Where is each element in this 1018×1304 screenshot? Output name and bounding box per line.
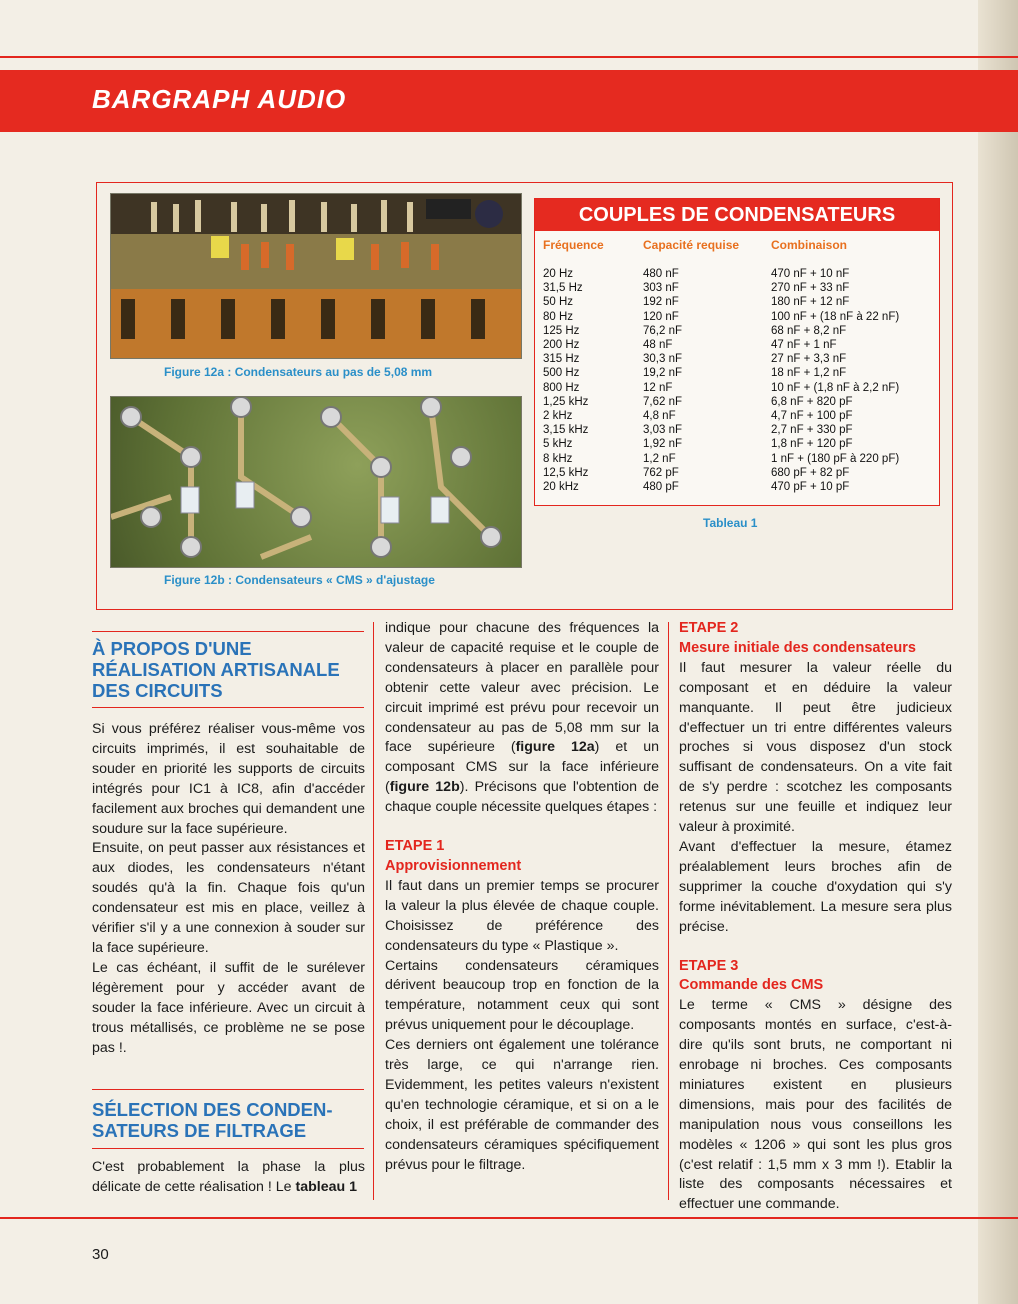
table-cell: 500 Hz: [543, 367, 580, 380]
table-cell: 47 nF + 1 nF: [771, 339, 837, 352]
table-cell: 1 nF + (180 pF à 220 pF): [771, 452, 900, 465]
table-caption: Tableau 1: [703, 516, 758, 530]
table-column-frequency: [543, 267, 588, 494]
table-cell: 2,7 nF + 330 pF: [771, 424, 853, 437]
paragraph: Avant d'effectuer la mesure, étamez préalablement leurs broches afin de supprimer la couche d'oxydation qui s'y forme inévitablement. La mesure sera plus précise.: [679, 838, 952, 935]
table-cell: 30,3 nF: [643, 353, 682, 366]
table-cell: 6,8 nF + 820 pF: [771, 395, 853, 408]
table-cell: 1,2 nF: [643, 452, 676, 465]
table-cell: 200 Hz: [543, 339, 580, 352]
table-cell: 19,2 nF: [643, 367, 682, 380]
paragraph: Si vous préférez réaliser vous-même vos circuits imprimés, il est souhaitable de souder en priorité les supports de circuits intégrés pour IC1 à IC8, afin d'accéder facilement aux broches qui demandent une soudure sur la face supérieure.: [92, 721, 365, 837]
column2-body: [385, 619, 659, 1175]
page-edge: [978, 0, 1018, 1304]
table-cell: 8 kHz: [543, 452, 573, 465]
table-cell: 125 Hz: [543, 324, 580, 337]
bottom-rule: [0, 1217, 1018, 1219]
page-number: 30: [92, 1246, 109, 1263]
step2-title: Mesure initiale des condensateurs: [679, 639, 916, 656]
section2-top-rule: [92, 1089, 364, 1090]
section1-title-line: À PROPOS D'UNE: [92, 638, 252, 659]
section1-top-rule: [92, 631, 364, 632]
section1-title-line: DES CIRCUITS: [92, 680, 223, 701]
bold-reference: figure 12a: [515, 739, 595, 756]
text: ) et un composant CMS sur la face inférieure (: [385, 739, 659, 796]
table-cell: 180 nF + 12 nF: [771, 296, 850, 309]
section2-bottom-rule: [92, 1148, 364, 1149]
table-cell: 80 Hz: [543, 310, 574, 323]
table-cell: 100 nF + (18 nF à 22 nF): [771, 310, 900, 323]
table-cell: 5 kHz: [543, 438, 573, 451]
table-cell: 470 pF + 10 pF: [771, 481, 850, 494]
table-cell: 50 Hz: [543, 296, 574, 309]
figure-12a-caption: Figure 12a : Condensateurs au pas de 5,08 mm: [164, 365, 433, 379]
paragraph: [385, 619, 659, 818]
section2-title-line: SÉLECTION DES CONDEN-: [92, 1099, 333, 1120]
table-cell: 1,8 nF + 120 pF: [771, 438, 853, 451]
step1-number: ETAPE 1: [385, 838, 445, 855]
table-column-capacity: [643, 267, 682, 494]
section2-title-line: SATEURS DE FILTRAGE: [92, 1120, 307, 1141]
table-header-frequency: Fréquence: [543, 238, 604, 252]
table-cell: 480 nF: [643, 268, 679, 280]
table-cell: 2 kHz: [543, 410, 573, 423]
table-cell: 270 nF + 33 nF: [771, 282, 850, 295]
table-cell: 480 pF: [643, 481, 679, 494]
table-cell: 680 pF + 82 pF: [771, 466, 850, 479]
section1-body: [92, 720, 365, 1058]
table-cell: 27 nF + 3,3 nF: [771, 353, 847, 366]
paragraph: Ces derniers ont également une tolérance très large, ce qui n'arrange rien. Evidemment, les petites valeurs n'existent qu'en technologie céramique, et si on a le choix, il est préférable de commander des condensateurs céramiques spécifiquement prévus pour le filtrage.: [385, 1037, 659, 1173]
step3-number: ETAPE 3: [679, 957, 739, 974]
table-cell: 20 Hz: [543, 268, 574, 280]
bold-reference: figure 12b: [389, 779, 460, 796]
table-cell: 3,15 kHz: [543, 424, 589, 437]
table-cell: 18 nF + 1,2 nF: [771, 367, 847, 380]
section1-bottom-rule: [92, 707, 364, 708]
table-cell: 20 kHz: [543, 481, 579, 494]
text: indique pour chacune des fréquences la valeur de capacité requise et le couple de condensateurs à placer en parallèle pour obtenir cette valeur avec précision. Le circuit imprimé est prévu pour recevoir un condensateur au pas de 5,08 mm sur la face supérieure (: [385, 620, 659, 756]
table-cell: 1,25 kHz: [543, 395, 589, 408]
paragraph: Certains condensateurs céramiques dérivent beaucoup trop en fonction de la température, notamment ceux qui sont prévus uniquement pour le découplage.: [385, 957, 659, 1034]
paragraph: Il faut dans un premier temps se procurer la valeur la plus élevée de chaque couple. Choisissez de préférence des condensateurs du type « Plastique ».: [385, 877, 659, 954]
figure-12b-caption: Figure 12b : Condensateurs « CMS » d'ajustage: [164, 573, 435, 587]
table-cell: 120 nF: [643, 310, 679, 323]
table-cell: 470 nF + 10 nF: [771, 268, 850, 280]
table-header-capacity: Capacité requise: [643, 238, 740, 252]
table-header-combination: Combinaison: [771, 238, 848, 252]
capacitor-table: [534, 198, 940, 506]
table-cell: 31,5 Hz: [543, 282, 583, 295]
photo-figure-12a: [110, 193, 522, 359]
table-cell: 3,03 nF: [643, 424, 682, 437]
table-cell: 7,62 nF: [643, 395, 682, 408]
paragraph: Le terme « CMS » désigne des composants montés en surface, c'est-à-dire qu'ils sont bruts, ne comportant ni enrobage ni broches. Ces composants miniatures existent en plusieurs dimensions, mais pour des facilités de manipulation nous vous conseillons les modèles « 1206 » qui sont les plus gros (c'est relatif : 1,5 mm x 3 mm !). Etablir la liste des composants nécessaires et effectuer une commande.: [679, 997, 952, 1213]
step1-title: Approvisionnement: [385, 857, 522, 874]
header-banner: [0, 70, 1018, 132]
table-cell: 4,8 nF: [643, 410, 676, 423]
top-rule: [0, 56, 1018, 58]
table-column-combination: [771, 267, 899, 494]
table-cell: 800 Hz: [543, 381, 580, 394]
paragraph: Ensuite, on peut passer aux résistances et aux diodes, les condensateurs n'étant soudés qu'à la fin. Chaque fois qu'un condensateur est mis en place, veillez à vérifier s'il y a une connexion à souder sur la face supérieure.: [92, 840, 365, 956]
table-cell: 192 nF: [643, 296, 679, 309]
section1-title-line: RÉALISATION ARTISANALE: [92, 659, 340, 680]
table-cell: 12 nF: [643, 381, 673, 394]
table-cell: 76,2 nF: [643, 324, 682, 337]
table-cell: 762 pF: [643, 466, 679, 479]
section2-title: [92, 1099, 372, 1141]
step3-title: Commande des CMS: [679, 977, 824, 994]
text: ). Précisons que l'obtention de chaque couple nécessite quelques étapes :: [385, 779, 659, 816]
text: C'est probablement la phase la plus délicate de cette réalisation ! Le: [92, 1159, 365, 1195]
column-divider-1: [373, 622, 374, 1200]
table-cell: 10 nF + (1,8 nF à 2,2 nF): [771, 381, 900, 394]
photo-figure-12b: [110, 396, 522, 568]
paragraph: Le cas échéant, il suffit de le surélever légèrement pour y accéder avant de souder la face inférieure. Avec un circuit à trous métallisés, ce problème ne se pose pas !.: [92, 959, 365, 1056]
column3-body: [679, 619, 952, 1215]
table-cell: 1,92 nF: [643, 438, 682, 451]
step2-number: ETAPE 2: [679, 620, 739, 636]
page-title: BARGRAPH AUDIO: [92, 84, 347, 114]
paragraph: Il faut mesurer la valeur réelle du composant et en déduire la valeur manquante. Il peut être judicieux d'effectuer un tri entre différentes valeurs proches si vous disposez d'un stock suffisant de condensateurs. On a vite fait de s'y perdre : scotchez les composants retenus sur une feuille et indiquez leur valeur à proximité.: [679, 659, 952, 836]
paragraph: [92, 1158, 365, 1198]
table-cell: 48 nF: [643, 339, 673, 352]
table-cell: 68 nF + 8,2 nF: [771, 324, 847, 337]
table-cell: 12,5 kHz: [543, 466, 589, 479]
bold-reference: tableau 1: [295, 1178, 357, 1195]
section2-body: [92, 1158, 365, 1198]
section1-title: [92, 638, 372, 701]
table-title: COUPLES DE CONDENSATEURS: [535, 199, 939, 231]
table-cell: 4,7 nF + 100 pF: [771, 410, 853, 423]
table-cell: 303 nF: [643, 282, 679, 295]
column-divider-2: [668, 622, 669, 1200]
table-cell: 315 Hz: [543, 353, 580, 366]
